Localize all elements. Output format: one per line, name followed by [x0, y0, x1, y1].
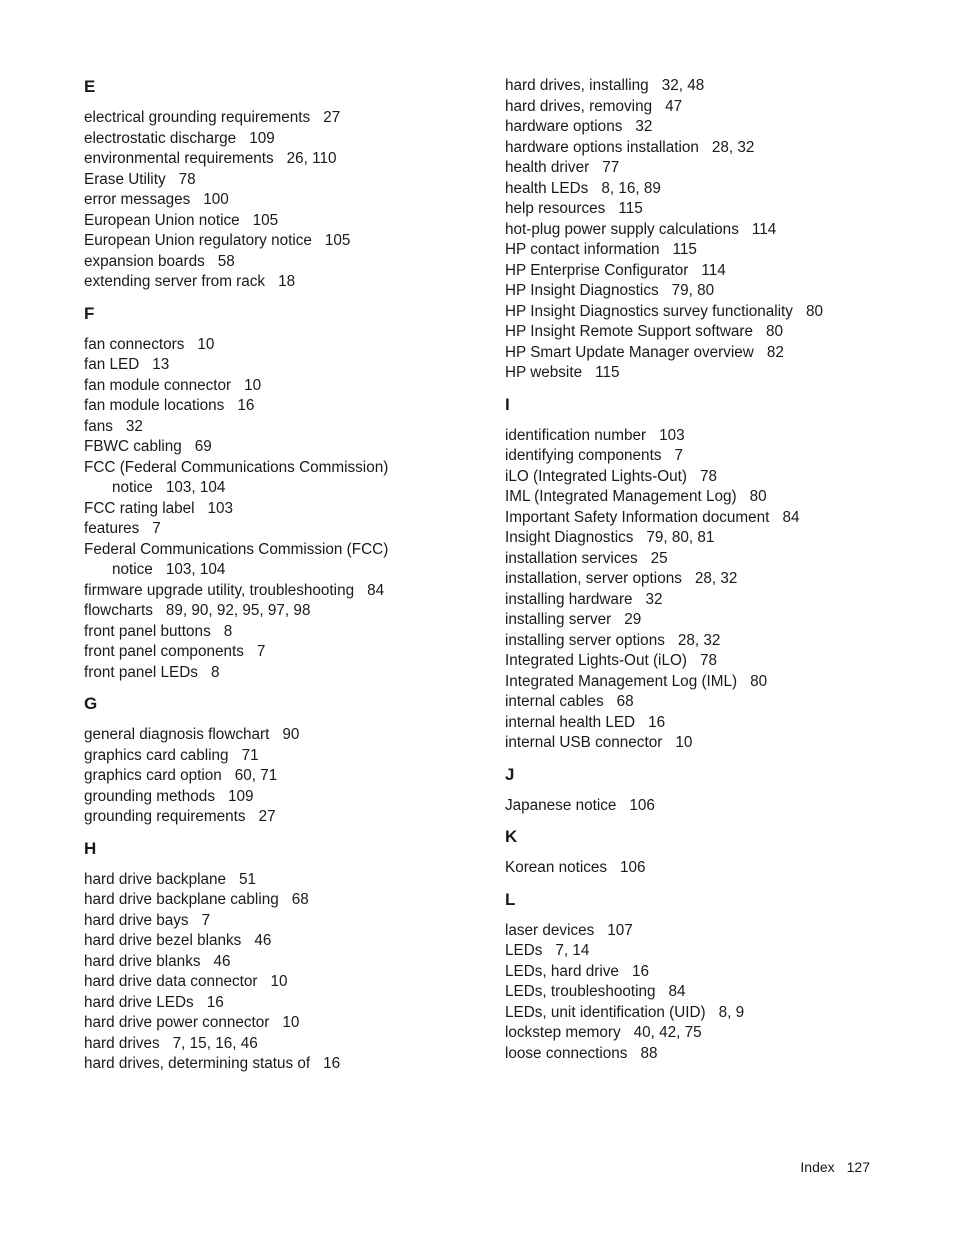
entry-pages: 115: [672, 241, 697, 258]
entry-term: Erase Utility: [84, 170, 166, 188]
entry-pages: 106: [620, 859, 646, 876]
entry-term: grounding methods: [84, 787, 215, 805]
entry-term: health driver: [505, 159, 590, 176]
entry-term: fan module locations: [84, 397, 225, 414]
entry-pages: 29: [624, 611, 642, 628]
entry-pages: 69: [194, 438, 212, 455]
section-letter: H: [84, 838, 97, 858]
index-entry: [84, 1034, 484, 1055]
entry-term: installation, server options: [505, 570, 682, 587]
index-entry: [84, 355, 484, 376]
entry-pages: 103: [659, 426, 685, 444]
entry-term: fan connectors: [84, 335, 185, 353]
section-letter: K: [505, 827, 518, 846]
entry-term: Important Safety Information document: [505, 508, 770, 526]
index-entry: [505, 672, 905, 693]
entry-pages: 103: [207, 499, 234, 517]
index-entry: [505, 1023, 905, 1044]
entry-pages: 8: [223, 622, 233, 640]
entry-term: hard drive backplane cabling: [84, 891, 279, 908]
entry-term: HP Insight Remote Support software: [505, 323, 753, 340]
entry-term: graphics card cabling: [84, 746, 229, 764]
entry-term: hardware options installation: [505, 138, 699, 156]
entry-pages: 10: [675, 734, 693, 751]
entry-term: hardware options: [505, 118, 623, 135]
entry-term: Insight Diagnostics: [505, 529, 634, 546]
index-entry: [84, 560, 484, 581]
entry-term: features: [84, 520, 140, 537]
entry-pages: 46: [213, 952, 231, 970]
entry-pages: 82: [766, 343, 784, 361]
index-entry: [505, 921, 905, 942]
index-entry: [505, 363, 905, 384]
entry-term: hard drive bays: [84, 911, 189, 929]
entry-pages: 115: [618, 200, 643, 217]
index-entry: [505, 467, 905, 488]
entry-pages: 27: [258, 808, 276, 825]
index-section: [505, 76, 905, 384]
entry-pages: 80: [805, 302, 823, 320]
entry-pages: 77: [602, 159, 620, 176]
entry-term: IML (Integrated Management Log): [505, 488, 737, 505]
entry-pages: 78: [178, 170, 196, 188]
index-entry: [84, 581, 484, 602]
entry-pages: 106: [629, 796, 655, 814]
entry-pages: 60, 71: [234, 767, 278, 784]
entry-term: notice: [112, 479, 153, 496]
index-entry: [505, 199, 905, 220]
index-entry: [505, 858, 905, 879]
entry-term: flowcharts: [84, 602, 153, 619]
entry-term: HP Enterprise Configurator: [505, 261, 689, 279]
entry-pages: 7, 14: [555, 942, 590, 959]
index-entry: [84, 499, 484, 520]
entry-term: Integrated Management Log (IML): [505, 672, 738, 690]
entry-term: identifying components: [505, 447, 662, 464]
entry-pages: 13: [152, 356, 170, 373]
index-entry: [84, 437, 484, 458]
index-entry: [505, 713, 905, 734]
entry-pages: 10: [270, 973, 288, 990]
page-number: 127: [846, 1159, 870, 1175]
entry-term: front panel LEDs: [84, 663, 198, 681]
entry-term: Korean notices: [505, 859, 608, 876]
index-entry: [505, 97, 905, 118]
index-entry: [505, 651, 905, 672]
index-entry: [84, 417, 484, 438]
entry-term: iLO (Integrated Lights-Out): [505, 467, 687, 485]
entry-pages: 8, 16, 89: [601, 179, 661, 197]
index-entry: [84, 890, 484, 911]
index-entry: [84, 766, 484, 787]
entry-term: LEDs, troubleshooting: [505, 983, 656, 1000]
entry-term: HP Insight Diagnostics: [505, 282, 659, 299]
index-entry: [84, 993, 484, 1014]
entry-term: installing server options: [505, 631, 665, 649]
entry-pages: 16: [206, 993, 224, 1011]
entry-pages: 79, 80, 81: [646, 529, 715, 546]
index-entry: [84, 190, 484, 211]
index-entry: [505, 138, 905, 159]
section-letter: F: [84, 303, 95, 323]
entry-term: HP website: [505, 364, 583, 381]
entry-term: firmware upgrade utility, troubleshooting: [84, 581, 355, 599]
entry-pages: 32: [645, 590, 663, 608]
entry-pages: 51: [239, 870, 257, 888]
index-entry: [84, 1013, 484, 1034]
entry-term: general diagnosis flowchart: [84, 726, 270, 743]
entry-pages: 32, 48: [661, 77, 705, 94]
entry-pages: 10: [282, 1014, 300, 1031]
page-footer: [800, 1158, 870, 1176]
index-section: [84, 838, 484, 1075]
index-entry: [505, 692, 905, 713]
entry-pages: 68: [616, 693, 634, 710]
index-entry: [84, 746, 484, 767]
index-entry: [84, 870, 484, 891]
index-entry: [84, 807, 484, 828]
index-section: [505, 826, 905, 879]
entry-pages: 84: [367, 581, 385, 599]
entry-pages: 8: [210, 663, 220, 681]
entry-pages: 7: [201, 911, 211, 929]
entry-term: grounding requirements: [84, 808, 246, 825]
index-entry: [505, 590, 905, 611]
entry-pages: 105: [252, 211, 279, 229]
index-entry: [505, 240, 905, 261]
entry-pages: 114: [701, 261, 726, 279]
entry-term: installing hardware: [505, 590, 633, 608]
index-section: [505, 764, 905, 817]
index-entry: [84, 231, 484, 252]
entry-pages: 80: [766, 323, 784, 340]
entry-term: hard drives, installing: [505, 77, 649, 94]
index-entry: [505, 1044, 905, 1065]
index-entry: [505, 76, 905, 97]
index-entry: [505, 179, 905, 200]
index-entry: [84, 458, 484, 479]
entry-term: hard drive bezel blanks: [84, 932, 242, 949]
index-column-left: [84, 76, 484, 1085]
section-letter: G: [84, 694, 98, 713]
index-entry: [505, 610, 905, 631]
entry-term: error messages: [84, 191, 191, 208]
entry-pages: 103, 104: [165, 479, 226, 496]
index-section: [84, 303, 484, 684]
index-entry: [505, 117, 905, 138]
index-entry: [505, 302, 905, 323]
entry-pages: 10: [244, 376, 262, 394]
entry-pages: 68: [291, 891, 309, 908]
index-entry: [84, 952, 484, 973]
index-entry: [84, 663, 484, 684]
index-section: [84, 76, 484, 293]
index-entry: [84, 108, 484, 129]
entry-term: hard drives, determining status of: [84, 1055, 311, 1072]
entry-term: hard drives: [84, 1034, 160, 1052]
entry-term: environmental requirements: [84, 150, 274, 167]
index-entry: [84, 622, 484, 643]
section-letter: E: [84, 77, 96, 96]
entry-term: LEDs, unit identification (UID): [505, 1003, 706, 1021]
entry-term: identification number: [505, 426, 647, 444]
entry-pages: 89, 90, 92, 95, 97, 98: [165, 602, 311, 619]
index-entry: [505, 796, 905, 817]
index-entry: [505, 322, 905, 343]
entry-term: Federal Communications Commission (FCC): [84, 540, 389, 558]
entry-pages: 32: [125, 417, 143, 435]
index-entry: [505, 1003, 905, 1024]
entry-pages: 10: [197, 335, 215, 353]
entry-pages: 32: [635, 118, 653, 135]
entry-pages: 16: [631, 962, 649, 980]
entry-term: front panel buttons: [84, 622, 211, 640]
entry-term: notice: [112, 561, 153, 578]
entry-term: front panel components: [84, 643, 244, 660]
index-entry: [505, 733, 905, 754]
entry-term: hard drives, removing: [505, 97, 653, 115]
index-entry: [505, 343, 905, 364]
entry-pages: 28, 32: [711, 138, 755, 156]
index-entry: [505, 962, 905, 983]
entry-pages: 26, 110: [286, 150, 337, 167]
index-entry: [84, 478, 484, 499]
entry-pages: 79, 80: [671, 282, 715, 299]
entry-pages: 88: [640, 1044, 658, 1062]
entry-term: Japanese notice: [505, 796, 617, 814]
entry-pages: 109: [227, 787, 254, 805]
index-entry: [84, 129, 484, 150]
index-entry: [505, 508, 905, 529]
entry-term: LEDs, hard drive: [505, 962, 619, 980]
entry-term: European Union notice: [84, 211, 240, 229]
entry-pages: 47: [665, 97, 683, 115]
entry-term: hot-plug power supply calculations: [505, 220, 739, 238]
entry-term: HP Smart Update Manager overview: [505, 343, 754, 361]
entry-pages: 46: [254, 932, 272, 949]
index-entry: [505, 569, 905, 590]
entry-pages: 7, 15, 16, 46: [172, 1034, 258, 1052]
entry-term: hard drive power connector: [84, 1014, 270, 1031]
entry-pages: 18: [278, 273, 296, 290]
entry-pages: 114: [751, 220, 777, 238]
entry-term: fans: [84, 417, 113, 435]
entry-term: hard drive backplane: [84, 870, 227, 888]
index-entry: [505, 281, 905, 302]
index-entry: [84, 601, 484, 622]
entry-term: Integrated Lights-Out (iLO): [505, 652, 687, 669]
entry-term: help resources: [505, 200, 606, 217]
index-entry: [505, 487, 905, 508]
index-column-right: [505, 76, 905, 1074]
entry-pages: 7: [256, 643, 266, 660]
entry-term: HP Insight Diagnostics survey functionality: [505, 302, 793, 320]
entry-pages: 80: [750, 672, 768, 690]
entry-term: installing server: [505, 611, 612, 628]
entry-pages: 78: [699, 652, 717, 669]
index-entry: [84, 642, 484, 663]
entry-term: LEDs: [505, 942, 543, 959]
section-letter: J: [505, 764, 515, 784]
entry-term: laser devices: [505, 921, 595, 939]
entry-term: internal health LED: [505, 713, 636, 731]
index-entry: [84, 376, 484, 397]
index-entry: [84, 211, 484, 232]
index-entry: [505, 528, 905, 549]
entry-pages: 100: [203, 191, 229, 208]
index-entry: [84, 911, 484, 932]
entry-term: lockstep memory: [505, 1024, 621, 1041]
entry-term: HP contact information: [505, 241, 660, 258]
index-entry: [84, 149, 484, 170]
entry-pages: 58: [217, 252, 235, 270]
index-entry: [84, 972, 484, 993]
entry-term: hard drive blanks: [84, 952, 201, 970]
index-entry: [84, 725, 484, 746]
entry-term: European Union regulatory notice: [84, 232, 312, 249]
index-entry: [84, 335, 484, 356]
index-entry: [505, 631, 905, 652]
entry-term: hard drive data connector: [84, 973, 258, 990]
entry-pages: 78: [699, 467, 717, 485]
index-entry: [505, 549, 905, 570]
entry-term: hard drive LEDs: [84, 993, 194, 1011]
entry-term: electrostatic discharge: [84, 129, 237, 147]
entry-pages: 115: [595, 364, 620, 381]
entry-term: FCC (Federal Communications Commission): [84, 458, 389, 476]
index-entry: [84, 252, 484, 273]
entry-pages: 80: [749, 488, 767, 505]
index-entry: [505, 446, 905, 467]
index-section: [505, 394, 905, 754]
entry-pages: 40, 42, 75: [633, 1024, 702, 1041]
entry-term: extending server from rack: [84, 273, 266, 290]
entry-term: loose connections: [505, 1044, 628, 1062]
entry-pages: 7: [152, 520, 161, 537]
entry-pages: 107: [607, 921, 633, 939]
index-entry: [505, 941, 905, 962]
entry-pages: 105: [324, 232, 351, 249]
entry-pages: 16: [648, 713, 666, 731]
index-entry: [84, 540, 484, 561]
entry-pages: 84: [782, 508, 800, 526]
entry-term: internal USB connector: [505, 734, 663, 751]
entry-pages: 109: [249, 129, 275, 147]
entry-term: graphics card option: [84, 767, 222, 784]
index-entry: [84, 170, 484, 191]
footer-label: Index: [800, 1159, 835, 1175]
index-entry: [505, 982, 905, 1003]
index-entry: [84, 1054, 484, 1075]
entry-pages: 103, 104: [165, 561, 226, 578]
entry-term: fan module connector: [84, 376, 232, 394]
entry-term: installation services: [505, 549, 638, 567]
section-letter: L: [505, 889, 516, 909]
index-entry: [84, 519, 484, 540]
entry-pages: 16: [237, 397, 255, 414]
entry-pages: 84: [668, 983, 686, 1000]
entry-pages: 25: [650, 549, 668, 567]
entry-term: electrical grounding requirements: [84, 109, 311, 126]
entry-term: FBWC cabling: [84, 438, 182, 455]
entry-pages: 28, 32: [694, 570, 738, 587]
index-entry: [505, 426, 905, 447]
index-entry: [505, 261, 905, 282]
entry-pages: 28, 32: [677, 631, 721, 649]
entry-term: FCC rating label: [84, 499, 195, 517]
entry-term: fan LED: [84, 356, 140, 373]
entry-pages: 7: [674, 447, 683, 464]
index-entry: [84, 272, 484, 293]
index-section: [84, 693, 484, 828]
entry-pages: 8, 9: [718, 1003, 745, 1021]
index-entry: [84, 396, 484, 417]
index-entry: [505, 220, 905, 241]
index-entry: [84, 787, 484, 808]
entry-term: expansion boards: [84, 252, 205, 270]
entry-pages: 90: [282, 726, 300, 743]
entry-term: internal cables: [505, 693, 604, 710]
index-entry: [505, 158, 905, 179]
index-section: [505, 889, 905, 1065]
entry-pages: 27: [323, 109, 341, 126]
entry-pages: 71: [241, 746, 259, 764]
index-entry: [84, 931, 484, 952]
entry-term: health LEDs: [505, 179, 589, 197]
entry-pages: 16: [323, 1055, 341, 1072]
section-letter: I: [505, 394, 510, 414]
